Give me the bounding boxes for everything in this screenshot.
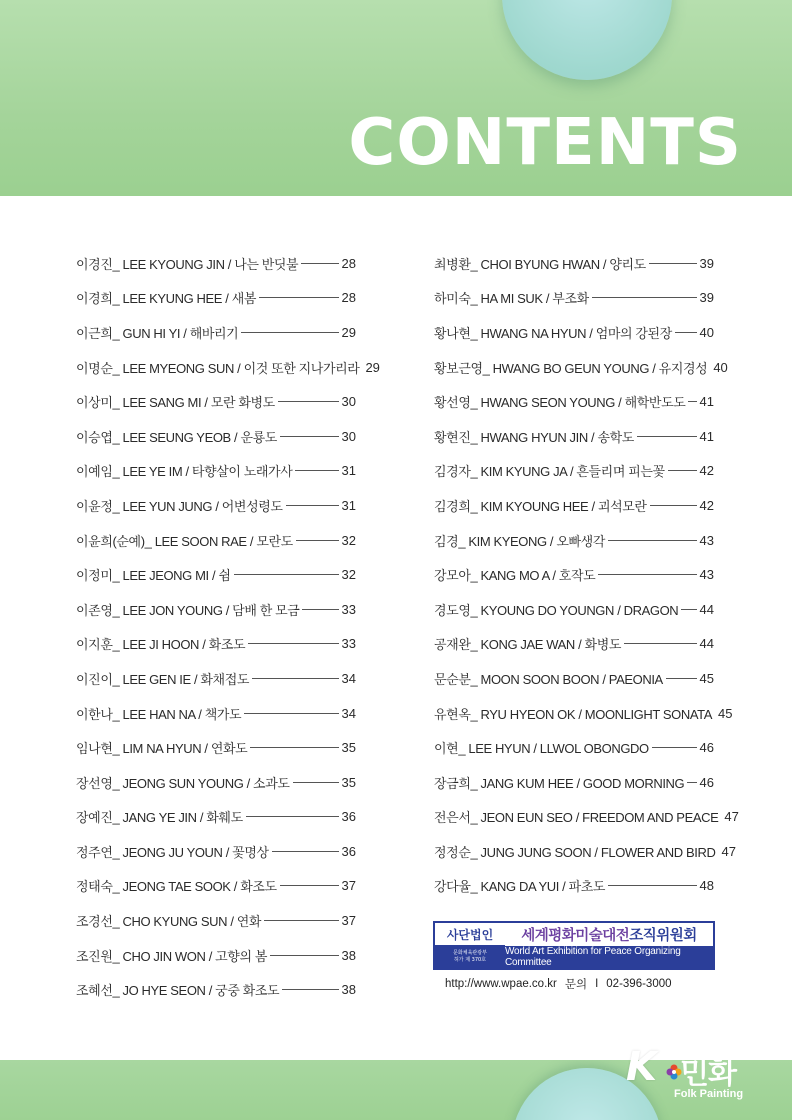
toc-entry-page: 44 [699,636,714,652]
toc-entry-page: 34 [341,705,356,721]
toc-entry-title: 공재완_ KONG JAE WAN / 화병도 [434,637,622,653]
toc-entry [76,661,356,696]
toc-entry-title: 이진이_ LEE GEN IE / 화채접도 [76,671,250,687]
toc-leader-line [649,263,697,264]
toc-entry-page: 47 [721,843,736,859]
organizer-banner [433,921,715,970]
toc-leader-line [295,470,338,471]
toc-entry-title: 이윤희(순예)_ LEE SOON RAE / 모란도 [76,533,293,549]
toc-leader-line [264,920,338,921]
toc-entry [434,246,714,281]
toc-entry [76,765,356,800]
toc-leader-line [652,747,697,748]
toc-entry-page: 44 [699,601,714,617]
toc-leader-line [272,851,339,852]
k-minhwa-logo [622,1044,772,1108]
toc-entry [76,627,356,662]
toc-leader-line [608,540,697,541]
toc-entry [76,454,356,489]
toc-entry-title: 이존영_ LEE JON YOUNG / 담배 한 모금 [76,602,300,618]
toc-entry-page: 46 [699,774,714,790]
toc-entry [76,800,356,835]
toc-leader-line [278,401,339,402]
toc-entry-page: 30 [341,394,356,410]
banner-title-part2: 조직위원회 [629,928,697,944]
contents-column-right [434,246,739,903]
toc-entry-title: 황나현_ HWANG NA HYUN / 엄마의 강된장 [434,325,672,341]
toc-leader-line [296,540,339,541]
toc-leader-line [637,436,697,437]
logo-k-mark: K [626,1044,657,1090]
logo-korean: 민화 [680,1056,736,1091]
toc-entry-page: 46 [699,740,714,756]
toc-entry-title: 이상미_ LEE SANG MI / 모란 화병도 [76,395,275,411]
phone-number: 02-396-3000 [606,978,672,990]
toc-entry [434,696,733,731]
toc-entry-title: 강다율_ KANG DA YUI / 파초도 [434,879,606,895]
header-band [0,0,792,196]
toc-leader-line [688,401,696,402]
toc-entry-title: 장금희_ JANG KUM HEE / GOOD MORNING [434,775,685,791]
banner-title-part1: 세계평화미술대전 [521,928,630,944]
toc-entry-page: 32 [341,567,356,583]
contact-line [445,975,715,993]
toc-entry [434,834,736,869]
toc-leader-line [624,643,697,644]
toc-entry-title: 임나현_ LIM NA HYUN / 연화도 [76,741,248,757]
toc-leader-line [608,885,696,886]
toc-entry-title: 정주연_ JEONG JU YOUN / 꽃명상 [76,844,269,860]
toc-entry [76,557,356,592]
toc-entry-title: 이근희_ GUN HI YI / 해바리기 [76,325,239,341]
toc-leader-line [244,713,338,714]
toc-leader-line [293,782,339,783]
toc-entry-page: 29 [341,324,356,340]
toc-entry [434,869,714,904]
toc-leader-line [259,297,339,298]
toc-entry-page: 31 [341,497,356,513]
toc-leader-line [650,505,697,506]
toc-entry-page: 41 [699,428,714,444]
toc-entry-title: 조혜선_ JO HYE SEON / 궁중 화조도 [76,983,280,999]
toc-entry-page: 34 [341,670,356,686]
toc-entry [76,696,356,731]
toc-leader-line [241,332,338,333]
toc-entry-title: 이윤정_ LEE YUN JUNG / 어변성령도 [76,498,283,514]
toc-leader-line [286,505,339,506]
toc-entry-page: 37 [341,913,356,929]
toc-entry [76,281,356,316]
toc-entry [76,488,356,523]
toc-entry [76,523,356,558]
toc-entry [434,419,714,454]
toc-entry-page: 36 [341,809,356,825]
toc-leader-line [301,263,338,264]
toc-entry [76,350,380,385]
toc-leader-line [675,332,697,333]
toc-leader-line [687,782,696,783]
toc-leader-line [592,297,697,298]
toc-entry-title: 이지훈_ LEE JI HOON / 화조도 [76,637,246,653]
toc-entry [434,730,714,765]
toc-leader-line [270,955,339,956]
toc-entry-title: 유현옥_ RYU HYEON OK / MOONLIGHT SONATA [434,706,713,722]
toc-entry [76,869,356,904]
toc-entry-title: 최병환_ CHOI BYUNG HWAN / 양리도 [434,256,646,272]
toc-entry [434,488,714,523]
toc-leader-line [248,643,338,644]
toc-leader-line [234,574,339,575]
toc-entry-page: 45 [718,705,733,721]
toc-entry-title: 장예진_ JANG YE JIN / 화훼도 [76,810,243,826]
toc-entry-page: 45 [699,670,714,686]
toc-leader-line [681,609,696,610]
toc-leader-line [246,816,339,817]
toc-entry [434,350,728,385]
toc-entry [76,903,356,938]
toc-entry-page: 43 [699,532,714,548]
toc-entry-page: 47 [724,809,739,825]
toc-entry [434,281,714,316]
toc-entry-page: 37 [341,878,356,894]
toc-entry-page: 32 [341,532,356,548]
website-link[interactable]: http://www.wpae.co.kr [445,978,557,990]
toc-entry-page: 38 [341,982,356,998]
toc-entry-title: 전은서_ JEON EUN SEO / FREEDOM AND PEACE [434,810,719,826]
toc-entry-title: 장선영_ JEONG SUN YOUNG / 소과도 [76,775,290,791]
toc-entry [434,765,714,800]
toc-entry-page: 40 [713,359,728,375]
toc-entry-page: 38 [341,947,356,963]
toc-entry [434,557,714,592]
toc-entry-title: 이정미_ LEE JEONG MI / 쉼 [76,568,231,584]
toc-entry-page: 28 [341,290,356,306]
toc-entry-page: 42 [699,463,714,479]
toc-entry [434,454,714,489]
toc-leader-line [252,678,338,679]
toc-entry [434,800,739,835]
toc-entry-title: 문순분_ MOON SOON BOON / PAEONIA [434,671,663,687]
toc-entry-page: 29 [365,359,380,375]
toc-entry-page: 33 [341,636,356,652]
toc-leader-line [280,885,339,886]
toc-entry-title: 조경선_ CHO KYUNG SUN / 연화 [76,914,262,930]
banner-license [435,945,505,968]
toc-entry-page: 28 [341,255,356,271]
toc-entry [76,972,356,1007]
toc-entry [434,315,714,350]
toc-entry-page: 48 [699,878,714,894]
toc-entry [434,523,714,558]
decorative-circle [502,0,672,80]
inquiry-label: 문의 [564,979,588,991]
toc-entry-title: 정태숙_ JEONG TAE SOOK / 화조도 [76,879,277,895]
toc-entry [76,384,356,419]
toc-entry-title: 이한나_ LEE HAN NA / 책가도 [76,706,242,722]
toc-entry-title: 하미숙_ HA MI SUK / 부조화 [434,291,589,307]
toc-leader-line [282,989,338,990]
banner-korean-title [505,923,713,946]
toc-entry-title: 김경자_ KIM KYUNG JA / 흔들리며 피는꽃 [434,464,665,480]
toc-entry-page: 41 [699,394,714,410]
toc-entry-title: 황현진_ HWANG HYUN JIN / 송학도 [434,429,634,445]
contents-column-left [76,246,380,1007]
toc-entry-title: 김경_ KIM KYEONG / 오빠생각 [434,533,605,549]
contact-separator: I [595,978,599,990]
banner-corp-label: 사단법인 [435,923,505,945]
toc-leader-line [250,747,338,748]
toc-entry-page: 30 [341,428,356,444]
toc-entry-page: 39 [699,290,714,306]
banner-license-line1: 문화체육관광부 [453,949,487,956]
toc-leader-line [598,574,696,575]
toc-entry [434,384,714,419]
toc-entry-title: 이경희_ LEE KYUNG HEE / 새봄 [76,291,257,307]
toc-leader-line [666,678,697,679]
toc-entry [434,661,714,696]
page-title: CONTENTS [348,106,742,180]
toc-entry [434,627,714,662]
toc-entry-title: 이승엽_ LEE SEUNG YEOB / 운룡도 [76,429,277,445]
toc-leader-line [302,609,338,610]
banner-left [435,923,505,968]
toc-entry-title: 황보근영_ HWANG BO GEUN YOUNG / 유지경성 [434,360,708,376]
toc-entry-page: 39 [699,255,714,271]
toc-entry-title: 강모아_ KANG MO A / 호작도 [434,568,596,584]
toc-entry-page: 33 [341,601,356,617]
toc-entry-page: 43 [699,567,714,583]
toc-entry [434,592,714,627]
toc-entry-title: 김경희_ KIM KYOUNG HEE / 괴석모란 [434,498,647,514]
toc-entry [76,246,356,281]
toc-entry-page: 35 [341,774,356,790]
banner-english-title: World Art Exhibition for Peace Organizing Committee [505,946,713,968]
toc-entry-page: 36 [341,843,356,859]
toc-entry-title: 이경진_ LEE KYOUNG JIN / 나는 반딧불 [76,256,299,272]
banner-license-line2: 허가 제 370호 [453,956,487,963]
toc-entry-page: 40 [699,324,714,340]
banner-right [505,923,713,968]
toc-entry-title: 이명순_ LEE MYEONG SUN / 이것 또한 지나가리라 [76,360,360,376]
toc-entry-page: 31 [341,463,356,479]
toc-entry [76,938,356,973]
toc-entry-page: 42 [699,497,714,513]
toc-entry [76,834,356,869]
toc-entry-title: 정정순_ JUNG JUNG SOON / FLOWER AND BIRD [434,844,716,860]
toc-entry-title: 이현_ LEE HYUN / LLWOL OBONGDO [434,741,649,757]
logo-english: Folk Painting [674,1088,744,1100]
toc-entry-page: 35 [341,740,356,756]
toc-leader-line [280,436,339,437]
toc-entry-title: 이예임_ LEE YE IM / 타향살이 노래가사 [76,464,293,480]
toc-entry [76,730,356,765]
toc-entry-title: 조진원_ CHO JIN WON / 고향의 봄 [76,948,267,964]
toc-entry [76,592,356,627]
toc-entry-title: 황선영_ HWANG SEON YOUNG / 해학반도도 [434,395,686,411]
toc-entry [76,419,356,454]
toc-leader-line [668,470,697,471]
toc-entry [76,315,356,350]
toc-entry-title: 경도영_ KYOUNG DO YOUNGN / DRAGON [434,602,679,618]
